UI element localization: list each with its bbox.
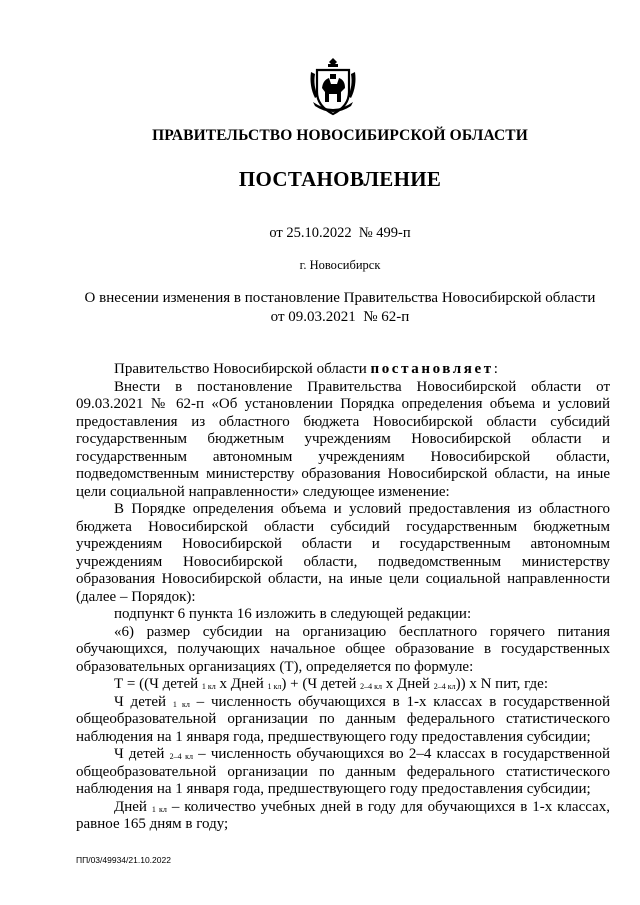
def-text: – численность обучающихся в 1-х классах в государственной общеобразовательной организации по данным федерального статистического наблюдения на 1 января года, предшествующего году предоставления субсидии; bbox=[76, 693, 610, 745]
def-term: Дней bbox=[114, 798, 152, 815]
def-text: – количество учебных дней в году для обучающихся в 1-х классах, равное 165 дням в году; bbox=[76, 798, 610, 832]
subject-line-2: от 09.03.2021 № 62-п bbox=[270, 309, 410, 325]
document-code-footer: ПП/03/49934/21.10.2022 bbox=[76, 855, 171, 865]
paragraph-resolves bbox=[76, 361, 610, 379]
document-type-title: ПОСТАНОВЛЕНИЕ bbox=[238, 167, 442, 191]
resolves-tail: : bbox=[493, 361, 498, 377]
coat-of-arms-icon bbox=[307, 58, 359, 116]
formula-sub: 1 кл bbox=[267, 682, 282, 691]
subject-line-1: О внесении изменения в постановление Правительства Новосибирской области bbox=[84, 290, 596, 306]
formula-sub: 1 кл bbox=[201, 682, 216, 691]
subject-heading bbox=[60, 289, 620, 327]
def-sub: 2–4 кл bbox=[169, 752, 193, 761]
def-sub: 1 кл bbox=[172, 699, 190, 709]
formula-part: х Дней bbox=[382, 676, 434, 692]
date-number-line: от 25.10.2022 № 499-п bbox=[269, 225, 411, 241]
formula-sub: 2–4 кл bbox=[433, 682, 456, 691]
def-term: Ч детей bbox=[114, 746, 170, 762]
document-body bbox=[76, 361, 610, 834]
formula-sub: 2–4 кл bbox=[360, 682, 382, 691]
formula-part: Т = ((Ч детей bbox=[114, 676, 202, 692]
def-text: – численность обучающихся во 2–4 классах в государственной общеобразовательной организации по данным федерального статистического наблюдения на 1 января года, предшествующего году предоставления субсидии; bbox=[76, 746, 610, 797]
paragraph-subclause: подпункт 6 пункта 16 изложить в следующей редакции: bbox=[114, 606, 472, 622]
formula-line bbox=[76, 676, 610, 694]
resolves-lead: Правительство Новосибирской области bbox=[114, 361, 371, 377]
city-line: г. Новосибирск bbox=[299, 258, 381, 272]
resolves-word: постановляет bbox=[370, 361, 494, 377]
definition-first-grade-count bbox=[76, 694, 610, 747]
paragraph-subsidy-size: «6) размер субсидии на организацию бесплатного горячего питания обучающихся, получающих начальное общее образование в государственных образовательных организациях (Т), определяется по формуле: bbox=[76, 623, 610, 675]
organization-title: ПРАВИТЕЛЬСТВО НОВОСИБИРСКОЙ ОБЛАСТИ bbox=[152, 127, 528, 144]
definition-first-grade-days bbox=[76, 799, 610, 834]
def-term: Ч детей bbox=[114, 693, 173, 710]
paragraph-procedure: В Порядке определения объема и условий предоставления из областного бюджета Новосибирской области субсидий государственным бюджетным учреждениям Новосибирской области и государственным автономным учреждениям Новосибирской области, подведомственным министерству образования Новосибирской области, на иные цели социальной направленности (далее – Порядок): bbox=[76, 501, 610, 605]
formula-part: х Дней bbox=[215, 676, 268, 692]
definition-grades-2-4-count bbox=[76, 746, 610, 799]
formula-part: )) х N пит, где: bbox=[455, 676, 549, 692]
paragraph-amend: Внести в постановление Правительства Новосибирской области от 09.03.2021 № 62-п «Об установлении Порядка определения объема и условий предоставления из областного бюджета Новосибирской области субсидий государственным бюджетным учреждениям Новосибирской области и государственным автономным учреждениям Новосибирской области, подведомственным министерству образования Новосибирской области, на иные цели социальной направленности» следующее изменение: bbox=[76, 378, 610, 500]
def-sub: 1 кл bbox=[151, 804, 167, 814]
formula-part: ) + (Ч детей bbox=[281, 676, 361, 692]
